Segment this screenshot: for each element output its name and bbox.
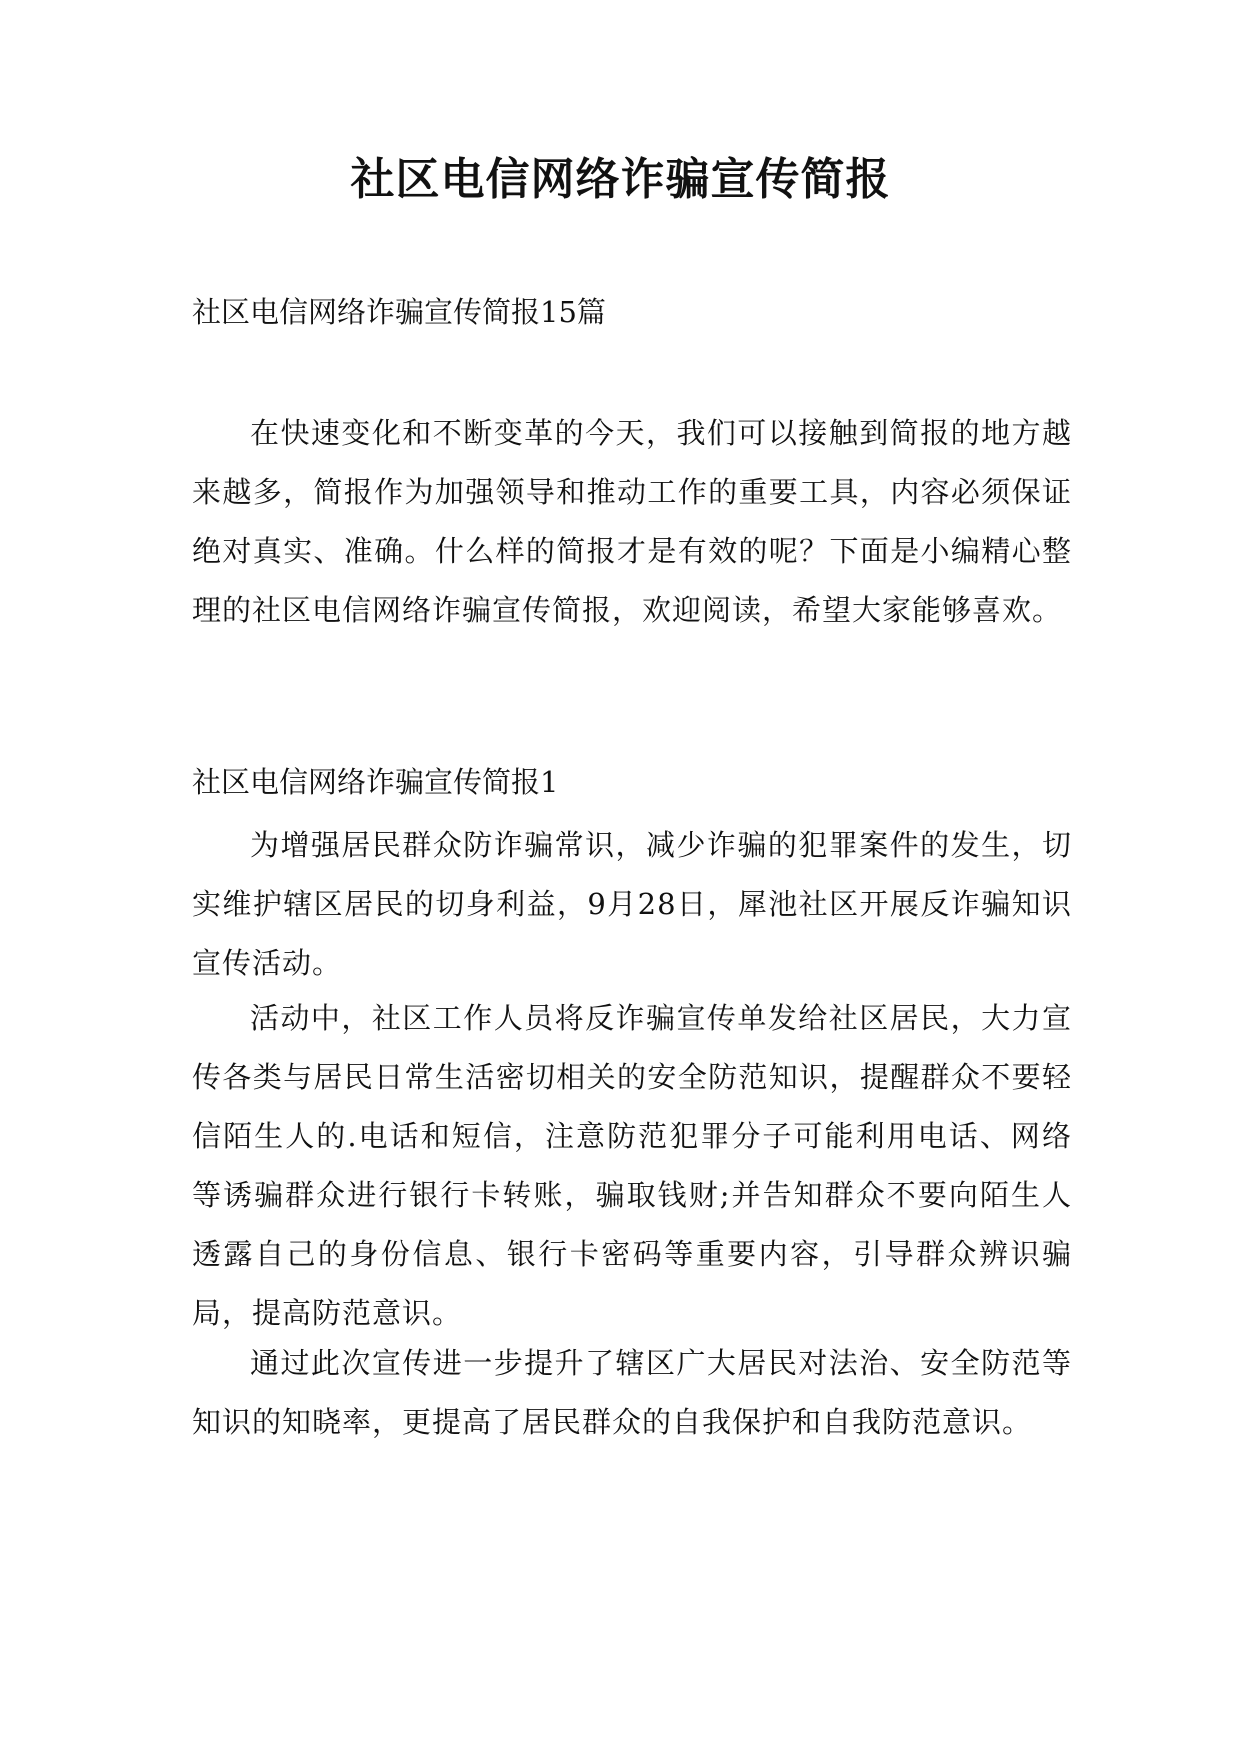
document-title: 社区电信网络诈骗宣传简报	[350, 154, 891, 205]
intro-paragraph: 在快速变化和不断变革的今天，我们可以接触到简报的地方越来越多，简报作为加强领导和推动工作的重要工具，内容必须保证绝对真实、准确。什么样的简报才是有效的呢？下面是小编精心整理的社区电信网络诈骗宣传简报，欢迎阅读，希望大家能够喜欢。	[192, 416, 1072, 627]
section-paragraph: 活动中，社区工作人员将反诈骗宣传单发给社区居民，大力宣传各类与居民日常生活密切相关的安全防范知识，提醒群众不要轻信陌生人的.电话和短信，注意防范犯罪分子可能利用电话、网络等诱骗群众进行银行卡转账，骗取钱财;并告知群众不要向陌生人透露自己的身份信息、银行卡密码等重要内容，引导群众辨识骗局，提高防范意识。	[192, 1001, 1072, 1330]
section-heading: 社区电信网络诈骗宣传简报1	[192, 765, 559, 799]
document-subtitle: 社区电信网络诈骗宣传简报15篇	[192, 295, 606, 329]
section-paragraph: 通过此次宣传进一步提升了辖区广大居民对法治、安全防范等知识的知晓率，更提高了居民群众的自我保护和自我防范意识。	[192, 1346, 1072, 1439]
section-paragraph: 为增强居民群众防诈骗常识，减少诈骗的犯罪案件的发生，切实维护辖区居民的切身利益，9月28日，犀池社区开展反诈骗知识宣传活动。	[192, 828, 1072, 980]
